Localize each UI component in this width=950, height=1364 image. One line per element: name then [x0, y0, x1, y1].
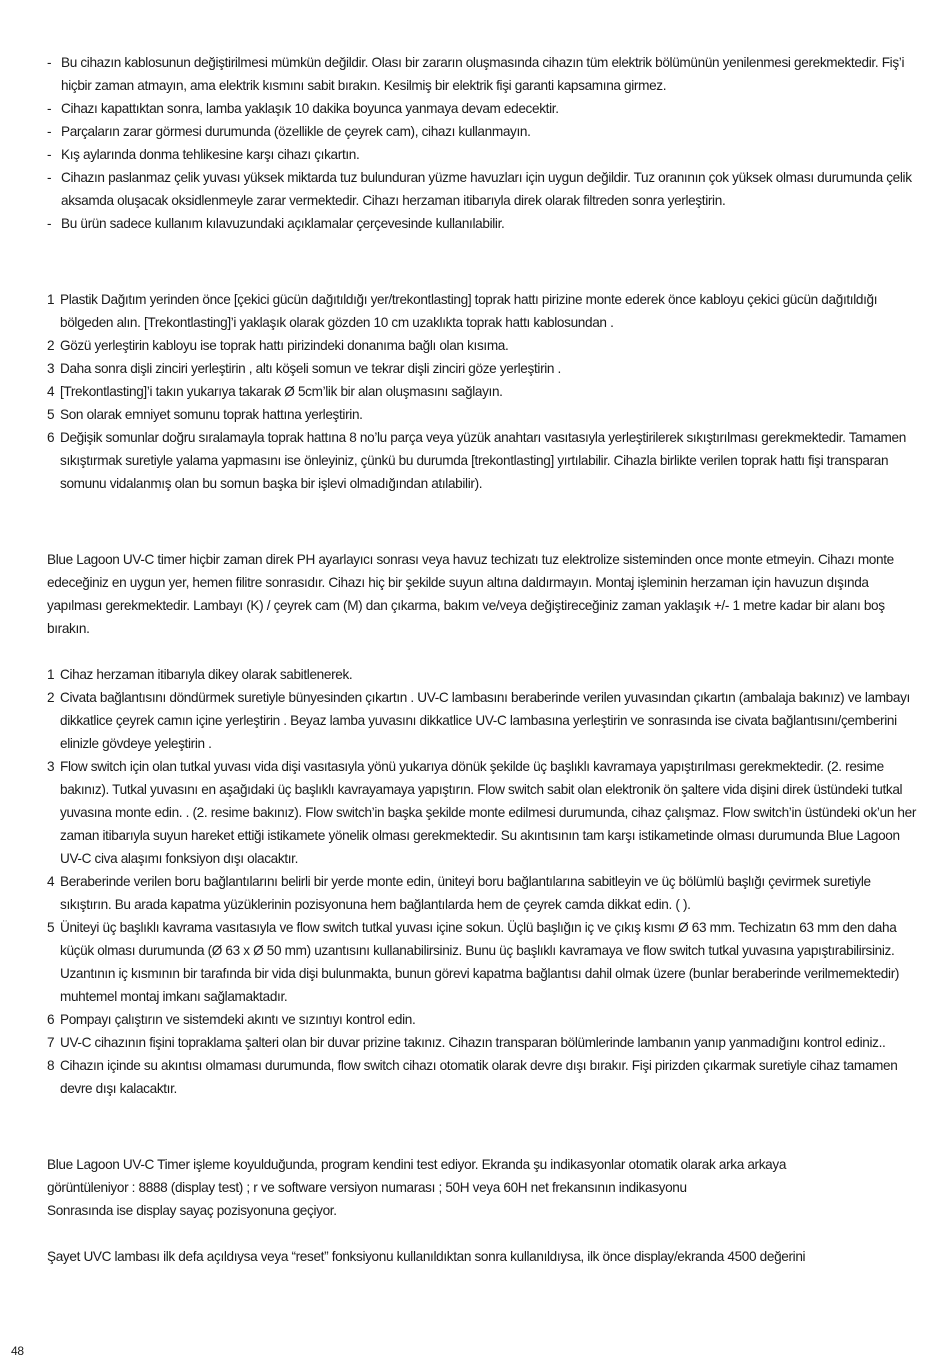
step-number: 2: [47, 690, 55, 705]
step-number: 4: [47, 384, 55, 399]
operation-line: Blue Lagoon UV-C Timer işleme koyulduğunda, program kendini test ediyor. Ekranda şu indikasyonlar otomatik olarak arka arkaya: [47, 1157, 787, 1172]
document-page: [47, 51, 917, 1268]
step-text: Beraberinde verilen boru bağlantılarını belirli bir yerde monte edin, üniteyi boru bağlantılarına sabitleyin ve üç bölümlü başlığı çevirmek suretiyle sıkıştırın. Bu arada kapatma yüzüklerinin pozisyonuna hem bağlantılarda hem de çeyrek camda dikkat edin. ( ).: [60, 874, 871, 912]
step-text: Son olarak emniyet somunu toprak hattına yerleştirin.: [60, 407, 363, 422]
step-text: UV-C cihazının fişini topraklama şalteri olan bir duvar prizine takınız. Cihazın transparan bölümlerinde lambanın yanıp yanmadığını kontrol ediniz..: [60, 1035, 886, 1050]
step-number: 3: [47, 759, 55, 774]
step-number: 5: [47, 407, 55, 422]
installation-intro: Blue Lagoon UV-C timer hiçbir zaman direk PH ayarlayıcı sonrası veya havuz techizatı tuz elektrolize sisteminden once monte etmeyin. Cihazı monte edeceğiniz en uygun yer, hemen filitre sonrasıdır. Cihazı hiç bir şekilde suyun altına daldırmayın. Montaj işleminin herzaman için havuzun dışında yapılması gerekmektedir. Lambayı (K) / çeyrek cam (M) dan çıkarma, bakım ve/veya değiştireceğiniz zaman yaklaşık +/- 1 metre kadar bir alanı boş bırakın.: [47, 552, 894, 636]
step-text: Gözü yerleştirin kabloyu ise toprak hattı pirizindeki donanıma bağlı olan kısıma.: [60, 338, 509, 353]
grounding-step: [47, 357, 917, 380]
step-text: Flow switch için olan tutkal yuvası vida dişi vasıtasıyla yönü yukarıya dönük şekilde üç başlıklı kavramaya yapıştırılması gerekmektedir. (2. resime bakınız). Tutkal yuvasını en aşağıdaki üç başlıklı kavrayamaya yapıştırın. Flow switch sabit olan elektronik ön şaltere vida dişini direk üstündeki tutkal yuvasına monte edin. . (2. resime bakınız). Flow switch’in başka şekilde monte edilmesi durumunda, cihaz çalışmaz. Flow switch’in üstündeki ok’un her zaman itibarıyla suyun hareket ettiği istikamete yönelik olması gerekmektedir. Su akıntısının tam karşı istikametinde olması durumunda Blue Lagoon UV-C civa alaşımı fonksiyon dışı olacaktır.: [60, 759, 917, 866]
step-text: Pompayı çalıştırın ve sistemdeki akıntı ve sızıntıyı kontrol edin.: [60, 1012, 416, 1027]
section-spacer: [47, 1222, 917, 1245]
installation-step: [47, 1054, 917, 1100]
step-text: Daha sonra dişli zinciri yerleştirin , altı köşeli somun ve tekrar dişli zinciri göze yerleştirin .: [60, 361, 561, 376]
installation-steps-list: [47, 663, 917, 1100]
step-text: Üniteyi üç başlıklı kavrama vasıtasıyla ve flow switch tutkal yuvası içine sokun. Üçlü başlığın iç ve çıkış kısmı Ø 63 mm. Techizatın 63 mm den daha küçük olması durumunda (Ø 63 x Ø 50 mm) uzantısını kullanabilirsiniz. Bunu üç başlıklı kavramaya ve flow switch tutkal yuvasına yapıştırabilirsiniz. Uzantının iç kısmının bir tarafında bir vida dişi bulunmakta, bunun görevi kapatma bağlantısı dahil olmak üzere (bunlar beraberinde verilmemektedir) muhtemel montaj imkanı sağlamaktadır.: [60, 920, 900, 1004]
step-number: 2: [47, 338, 55, 353]
step-text: Plastik Dağıtım yerinden önce [çekici gücün dağıtıldığı yer/trekontlasting] toprak hattı pirizine monte ederek önce kabloyu çekici gücün dağıtıldığı bölgeden alın. [Trekontlasting]’i yaklaşık olarak gözden 10 cm uzaklıkta toprak hattı kablosundan .: [60, 292, 878, 330]
page-number: 48: [11, 1344, 24, 1358]
step-text: Civata bağlantısını döndürmek suretiyle bünyesinden çıkartın . UV-C lambasını beraberinde verilen yuvasından çıkartın (ambalaja bakınız) ve lambayı dikkatlice çeyrek camın içine yerleştirin . Beyaz lamba yuvasını dikkatlice UV-C lambasına yerleştirin ve sonrasında ise civata bağlantısını/çemberini elinizle gövdeye yeleştirin .: [60, 690, 910, 751]
step-number: 4: [47, 874, 55, 889]
operation-paragraph: [47, 1153, 917, 1222]
step-text: Cihazın içinde su akıntısı olmaması durumunda, flow switch cihazı otomatik olarak devre dışı bırakır. Fişi pirizden çıkarmak suretiyle cihaz tamamen devre dışı kalacaktır.: [60, 1058, 898, 1096]
safety-note: - Cihazın paslanmaz çelik yuvası yüksek miktarda tuz bulunduran yüzme havuzları için uygun değildir. Tuz oranının çok yüksek olması durumunda çelik aksamda oluşacak oksidlenmeyle zarar vermektedir. Cihazı herzaman itibarıyla direk olarak filtreden sonra yerleştirin.: [47, 166, 917, 212]
step-text: Değişik somunlar doğru sıralamayla toprak hattına 8 no’lu parça veya yüzük anahtarı vasıtasıyla yerleştirilerek sıkıştırılması gerekmektedir. Tamamen sıkıştırmak suretiyle yalama yapmasını ise önleyiniz, çünkü bu durumda [trekontlasting] yırtılabilir. Cihazla birlikte verilen toprak hattı fişi transparan somunu vidalanmış olan bu somun başka bir işlevi olmadığından atılabilir).: [60, 430, 906, 491]
section-spacer: [47, 1100, 917, 1153]
safety-note: - Bu cihazın kablosunun değiştirilmesi mümkün değildir. Olası bir zararın oluşmasında cihazın tüm elektrik bölümünün yenilenmesi gerekmektedir. Fiş’i hiçbir zaman atmayın, ama elektrik kısmını sabit bırakın. Kesilmiş bir elektrik fişi garanti kapsamına girmez.: [47, 51, 917, 97]
operation-line: Sonrasında ise display sayaç pozisyonuna geçiyor.: [47, 1203, 337, 1218]
section-spacer: [47, 640, 917, 663]
safety-note: - Parçaların zarar görmesi durumunda (özellikle de çeyrek cam), cihazı kullanmayın.: [47, 120, 917, 143]
step-text: Cihaz herzaman itibarıyla dikey olarak sabitlenerek.: [60, 667, 353, 682]
step-number: 5: [47, 920, 55, 935]
installation-step: [47, 916, 917, 1008]
installation-step: [47, 663, 917, 686]
safety-notes-list: [47, 51, 917, 235]
operation-line: görüntüleniyor : 8888 (display test) ; r ve software versiyon numarası ; 50H veya 60H net frekansının indikasyonu: [47, 1180, 687, 1195]
step-number: 1: [47, 667, 55, 682]
step-number: 1: [47, 292, 55, 307]
grounding-step: [47, 403, 917, 426]
section-spacer: [47, 235, 917, 288]
step-number: 3: [47, 361, 55, 376]
installation-step: [47, 1008, 917, 1031]
safety-note: - Cihazı kapattıktan sonra, lamba yaklaşık 10 dakika boyunca yanmaya devam edecektir.: [47, 97, 917, 120]
installation-step: [47, 755, 917, 870]
step-number: 6: [47, 1012, 55, 1027]
safety-note: - Kış aylarında donma tehlikesine karşı cihazı çıkartın.: [47, 143, 917, 166]
installation-step: [47, 870, 917, 916]
grounding-step: [47, 288, 917, 334]
grounding-step: [47, 380, 917, 403]
step-number: 7: [47, 1035, 55, 1050]
section-spacer: [47, 495, 917, 548]
installation-step: [47, 1031, 917, 1054]
safety-note: - Bu ürün sadece kullanım kılavuzundaki açıklamalar çerçevesinde kullanılabilir.: [47, 212, 917, 235]
installation-step: [47, 686, 917, 755]
step-number: 6: [47, 430, 55, 445]
step-text: [Trekontlasting]’i takın yukarıya takarak Ø 5cm’lik bir alan oluşmasını sağlayın.: [60, 384, 503, 399]
grounding-steps-list: [47, 288, 917, 495]
grounding-step: [47, 334, 917, 357]
operation-paragraph-2: Şayet UVC lambası ilk defa açıldıysa veya “reset” fonksiyonu kullanıldıktan sonra kullanıldıysa, ilk önce display/ekranda 4500 değerini: [47, 1249, 806, 1264]
step-number: 8: [47, 1058, 55, 1073]
grounding-step: [47, 426, 917, 495]
